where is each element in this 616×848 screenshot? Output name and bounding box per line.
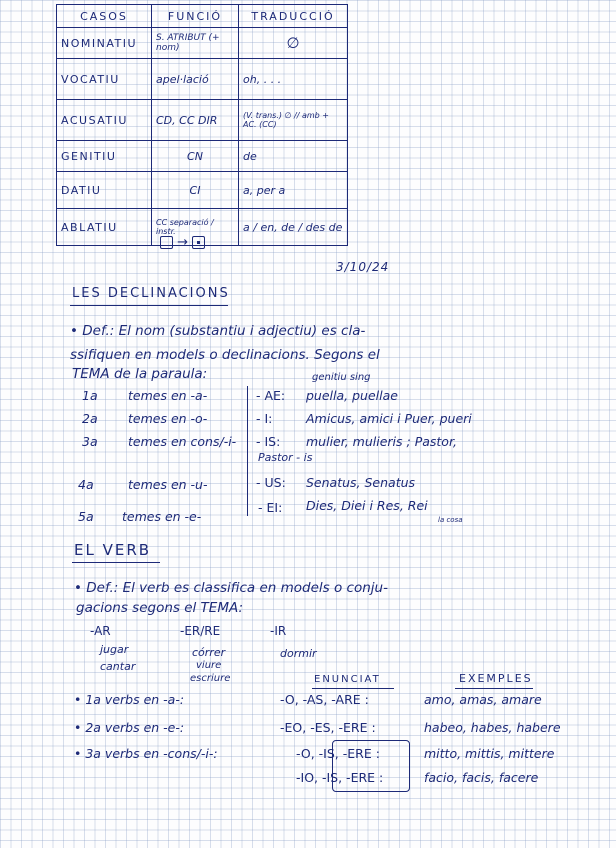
verb-example: dormir (280, 647, 317, 660)
conjugation-enunciat: -IO, -IS, -ERE : (296, 770, 384, 785)
def-line: ssifiquen en models o declinacions. Segons el (70, 347, 380, 363)
date: 3/10/24 (336, 260, 390, 274)
case-cell: DATIU (57, 172, 152, 209)
def-line: • Def.: El nom (substantiu i adjectiu) es cla- (70, 323, 366, 339)
conjugation-enunciat: -O, -IS, -ERE : (296, 746, 380, 761)
declension-number: 5a (78, 509, 94, 524)
conjugation-label: • 1a verbs en -a-: (74, 692, 185, 707)
function-cell: CD, CC DIR (152, 100, 239, 141)
separator-line (247, 386, 248, 516)
verb-example: jugar (100, 643, 129, 656)
table-row (57, 28, 348, 59)
conjugation-enunciat: -EO, -ES, -ERE : (280, 720, 376, 735)
arrow-note (160, 235, 205, 250)
declension-number: 2a (82, 411, 98, 426)
declension-ending: - IS: (256, 434, 281, 449)
square-icon (160, 236, 173, 249)
table-header-row (57, 5, 348, 28)
function-cell: apel·lació (152, 59, 239, 100)
function-cell: S. ATRIBUT (+ nom) (152, 28, 239, 59)
table-row (57, 100, 348, 141)
translation-cell: de (239, 141, 348, 172)
translation-cell: (V. trans.) ∅ // amb + AC. (CC) (239, 100, 348, 141)
column-enunciat: ENUNCIAT (314, 674, 381, 685)
function-cell: CC separació / instr. (152, 209, 239, 246)
declension-ending: - EI: (258, 500, 283, 515)
declension-examples: Pastor - is (258, 451, 313, 464)
declension-rule: temes en -o- (128, 411, 208, 426)
declension-examples: Dies, Diei i Res, Rei (306, 498, 428, 513)
translation-cell: ∅ (239, 28, 348, 59)
conjugation-examples: facio, facis, facere (424, 770, 539, 785)
declension-examples: mulier, mulieris ; Pastor, (306, 434, 457, 449)
column-header: TRADUCCIÓ (239, 5, 348, 28)
declension-ending: - I: (256, 411, 273, 426)
table-row (57, 59, 348, 100)
column-header: CASOS (57, 5, 152, 28)
declension-number: 1a (82, 388, 98, 403)
heading-underline (312, 688, 394, 689)
column-exemples: EXEMPLES (459, 672, 533, 685)
verb-def-line: • Def.: El verb es classifica en models o conju- (74, 580, 388, 596)
heading-underline (72, 562, 160, 563)
declension-rule: temes en -u- (128, 477, 208, 492)
conjugation-label: • 2a verbs en -e-: (74, 720, 185, 735)
conjugation-examples: habeo, habes, habere (424, 720, 561, 735)
conjugation-examples: mitto, mittis, mittere (424, 746, 555, 761)
dotted-square-icon (192, 236, 205, 249)
declension-number: 3a (82, 434, 98, 449)
case-cell: ABLATIU (57, 209, 152, 246)
case-cell: NOMINATIU (57, 28, 152, 59)
verb-group-ending: -ER/RE (180, 624, 221, 638)
table-row (57, 141, 348, 172)
verb-example: córrer (192, 646, 226, 659)
verb-example: cantar (100, 660, 136, 673)
translation-cell: oh, . . . (239, 59, 348, 100)
heading-underline (455, 688, 533, 689)
conjugation-label: • 3a verbs en -cons/-i-: (74, 746, 218, 761)
declension-ending: - US: (256, 475, 286, 490)
declinations-heading: LES DECLINACIONS (72, 286, 230, 301)
small-note: la cosa (438, 516, 463, 524)
table-row (57, 172, 348, 209)
verb-heading: EL VERB (74, 541, 152, 559)
declension-rule: temes en -e- (122, 509, 202, 524)
conjugation-examples: amo, amas, amare (424, 692, 542, 707)
case-cell: ACUSATIU (57, 100, 152, 141)
function-cell: CI (152, 172, 239, 209)
def-line: TEMA de la paraula: (72, 366, 208, 382)
declension-examples: Amicus, amici i Puer, pueri (306, 411, 472, 426)
verb-group-ending: -IR (270, 624, 287, 638)
genitive-note: genitiu sing (312, 372, 371, 383)
translation-cell: a, per a (239, 172, 348, 209)
verb-example: escriure (190, 673, 231, 684)
cases-table (56, 4, 348, 246)
declension-rule: temes en cons/-i- (128, 434, 237, 449)
verb-example: viure (196, 660, 222, 671)
declension-number: 4a (78, 477, 94, 492)
declension-examples: Senatus, Senatus (306, 475, 416, 490)
conjugation-enunciat: -O, -AS, -ARE : (280, 692, 369, 707)
function-cell: CN (152, 141, 239, 172)
verb-def-line: gacions segons el TEMA: (76, 600, 244, 616)
arrow-icon: → (177, 235, 189, 250)
verb-group-ending: -AR (90, 624, 111, 638)
declension-examples: puella, puellae (306, 388, 398, 403)
declension-rule: temes en -a- (128, 388, 208, 403)
highlight-box (332, 740, 410, 792)
declension-ending: - AE: (256, 388, 286, 403)
case-cell: VOCATIU (57, 59, 152, 100)
heading-underline (70, 305, 228, 306)
translation-cell: a / en, de / des de (239, 209, 348, 246)
case-cell: GENITIU (57, 141, 152, 172)
column-header: FUNCIÓ (152, 5, 239, 28)
